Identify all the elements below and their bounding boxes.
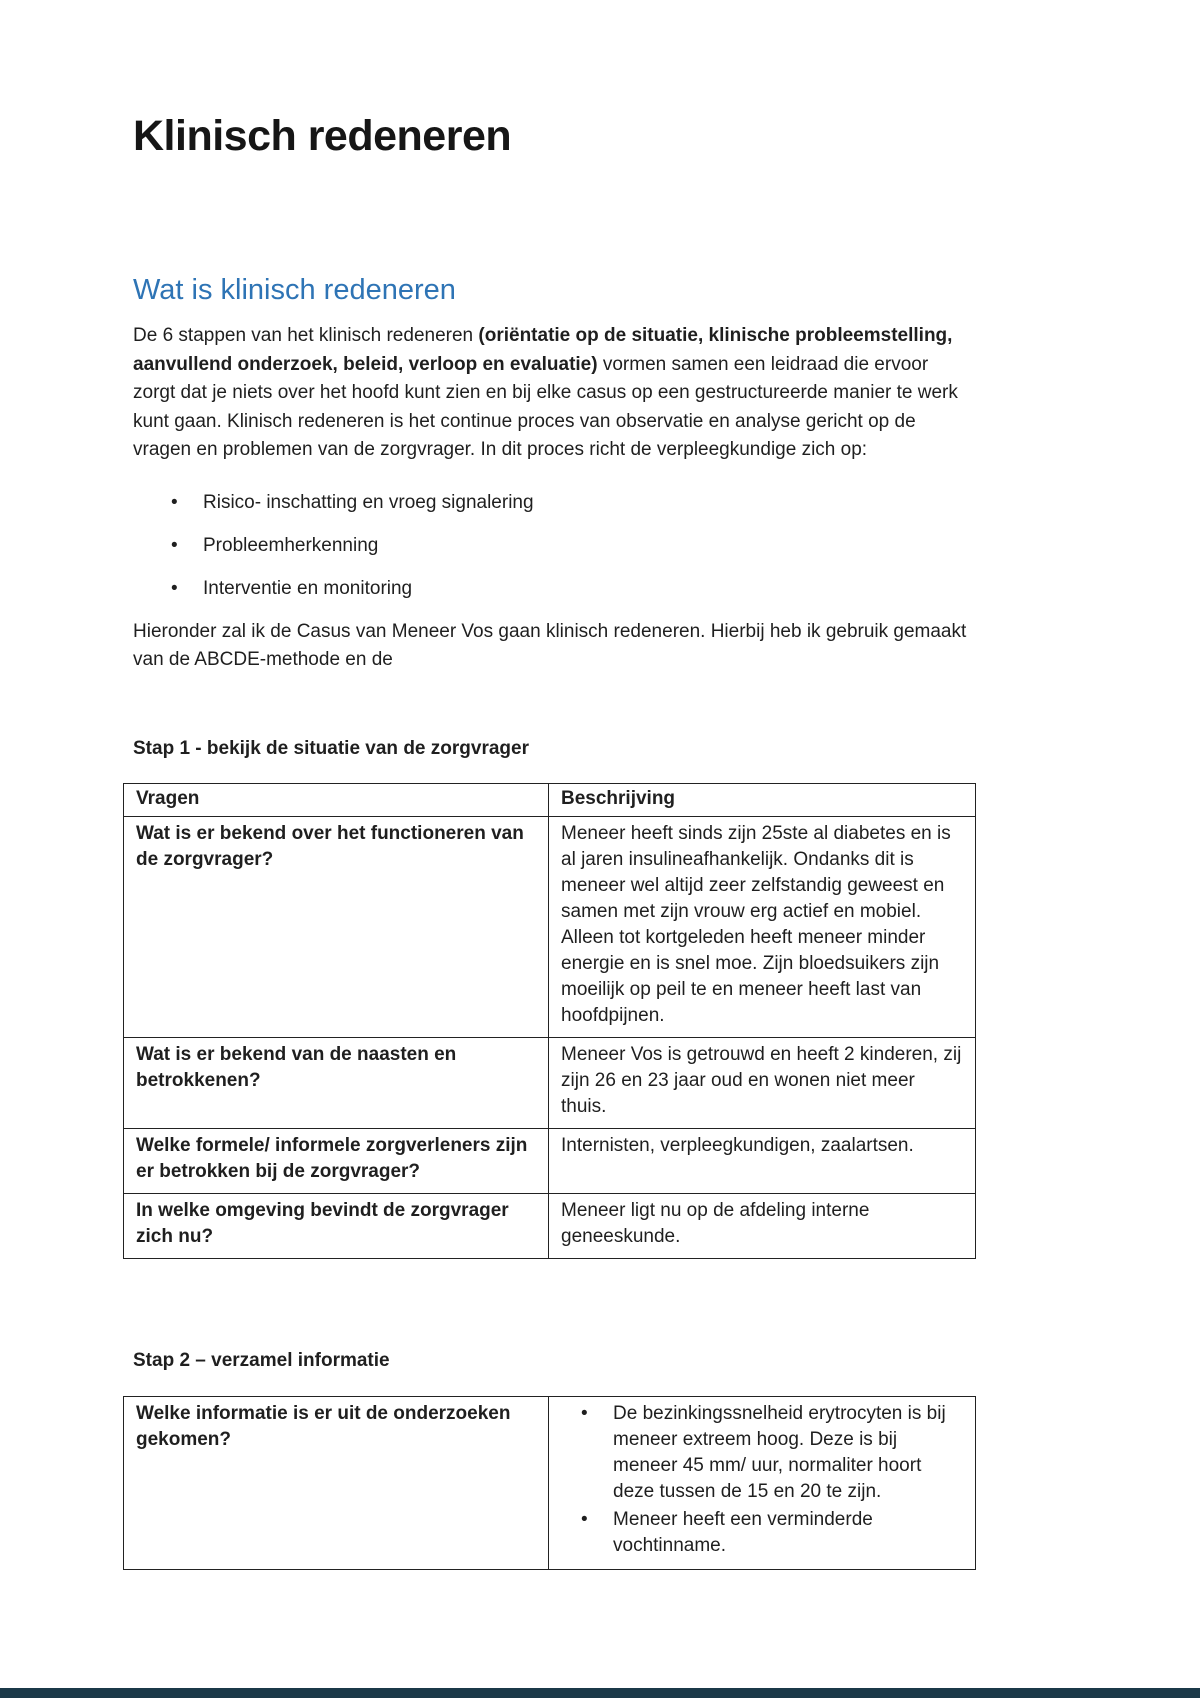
list-item-label: Risico- inschatting en vroeg signalering — [203, 491, 534, 513]
table-row — [124, 1194, 976, 1259]
list-item-label: De bezinkingssnelheid erytrocyten is bij meneer extreem hoog. Deze is bij meneer 45 mm/ uur, normaliter hoort deze tussen de 15 en 20 te zijn. — [613, 1403, 946, 1503]
intro-text-normal: vormen samen een leidraad die ervoor zorgt dat je niets over het hoofd kunt zien en bij elke casus op een gestructureerde manier te werk kunt gaan. Klinisch redeneren is het continue proces van observatie en analyse gericht op de vragen en problemen van de zorgvrager. In dit proces richt de verpleegkundige zich op: — [133, 353, 958, 461]
step2-heading: Stap 2 – verzamel informatie — [133, 1350, 390, 1372]
table-header-row — [124, 784, 976, 817]
casus-paragraph: Hieronder zal ik de Casus van Meneer Vos gaan klinisch redeneren. Hierbij heb ik gebruik gemaakt van de ABCDE-methode en de — [133, 620, 967, 671]
list-item — [561, 1507, 963, 1559]
question-cell: Welke formele/ informele zorgverleners zijn er betrokken bij de zorgvrager? — [124, 1129, 549, 1194]
answer-cell: Meneer Vos is getrouwd en heeft 2 kinderen, zij zijn 26 en 23 jaar oud en wonen niet meer thuis. — [549, 1038, 976, 1129]
list-item-label: Probleemherkenning — [203, 534, 379, 556]
bullet-icon — [581, 1507, 588, 1533]
focus-list — [133, 489, 973, 603]
answer-cell: Meneer heeft sinds zijn 25ste al diabetes en is al jaren insulineafhankelijk. Ondanks dit is meneer wel altijd zeer zelfstandig geweest en samen met zijn vrouw erg actief en mobiel. Alleen tot kortgeleden heeft meneer minder energie en is snel moe. Zijn bloedsuikers zijn moeilijk op peil te en meneer heeft last van hoofdpijnen. — [549, 817, 976, 1038]
list-item — [561, 1401, 963, 1505]
answer-bullet-list — [561, 1401, 963, 1559]
intro-text-normal: De 6 stappen van het klinisch redeneren — [133, 325, 479, 347]
question-cell: Welke informatie is er uit de onderzoeken gekomen? — [124, 1397, 549, 1570]
step1-table — [123, 783, 976, 1259]
table-row — [124, 1129, 976, 1194]
section-heading: Wat is klinisch redeneren — [133, 274, 456, 307]
question-cell: Wat is er bekend over het functioneren van de zorgvrager? — [124, 817, 549, 1038]
document-title: Klinisch redeneren — [133, 112, 512, 160]
question-cell: Wat is er bekend van de naasten en betrokkenen? — [124, 1038, 549, 1129]
list-item — [133, 489, 973, 517]
bottom-bar — [0, 1688, 1200, 1698]
list-item-label: Meneer heeft een verminderde vochtinname. — [613, 1509, 873, 1557]
table-row — [124, 1397, 976, 1570]
bullet-icon — [581, 1401, 588, 1427]
list-item — [133, 575, 973, 603]
question-cell: In welke omgeving bevindt de zorgvrager zich nu? — [124, 1194, 549, 1259]
step2-table — [123, 1396, 976, 1570]
bullet-icon — [171, 532, 178, 560]
answer-cell: Internisten, verpleegkundigen, zaalartsen. — [549, 1129, 976, 1194]
list-item — [133, 532, 973, 560]
answer-cell — [549, 1397, 976, 1570]
table-row — [124, 1038, 976, 1129]
bullet-icon — [171, 575, 178, 603]
intro-paragraph — [133, 322, 973, 465]
column-header-beschrijving: Beschrijving — [549, 784, 976, 817]
list-item-label: Interventie en monitoring — [203, 577, 413, 599]
bullet-icon — [171, 489, 178, 517]
column-header-vragen: Vragen — [124, 784, 549, 817]
table-row — [124, 817, 976, 1038]
step1-heading: Stap 1 - bekijk de situatie van de zorgvrager — [133, 737, 529, 759]
answer-cell: Meneer ligt nu op de afdeling interne geneeskunde. — [549, 1194, 976, 1259]
intro-text-bold: (oriëntatie op de situatie, klinische probleemstelling, aanvullend onderzoek, beleid, verloop en evaluatie) — [133, 325, 953, 375]
